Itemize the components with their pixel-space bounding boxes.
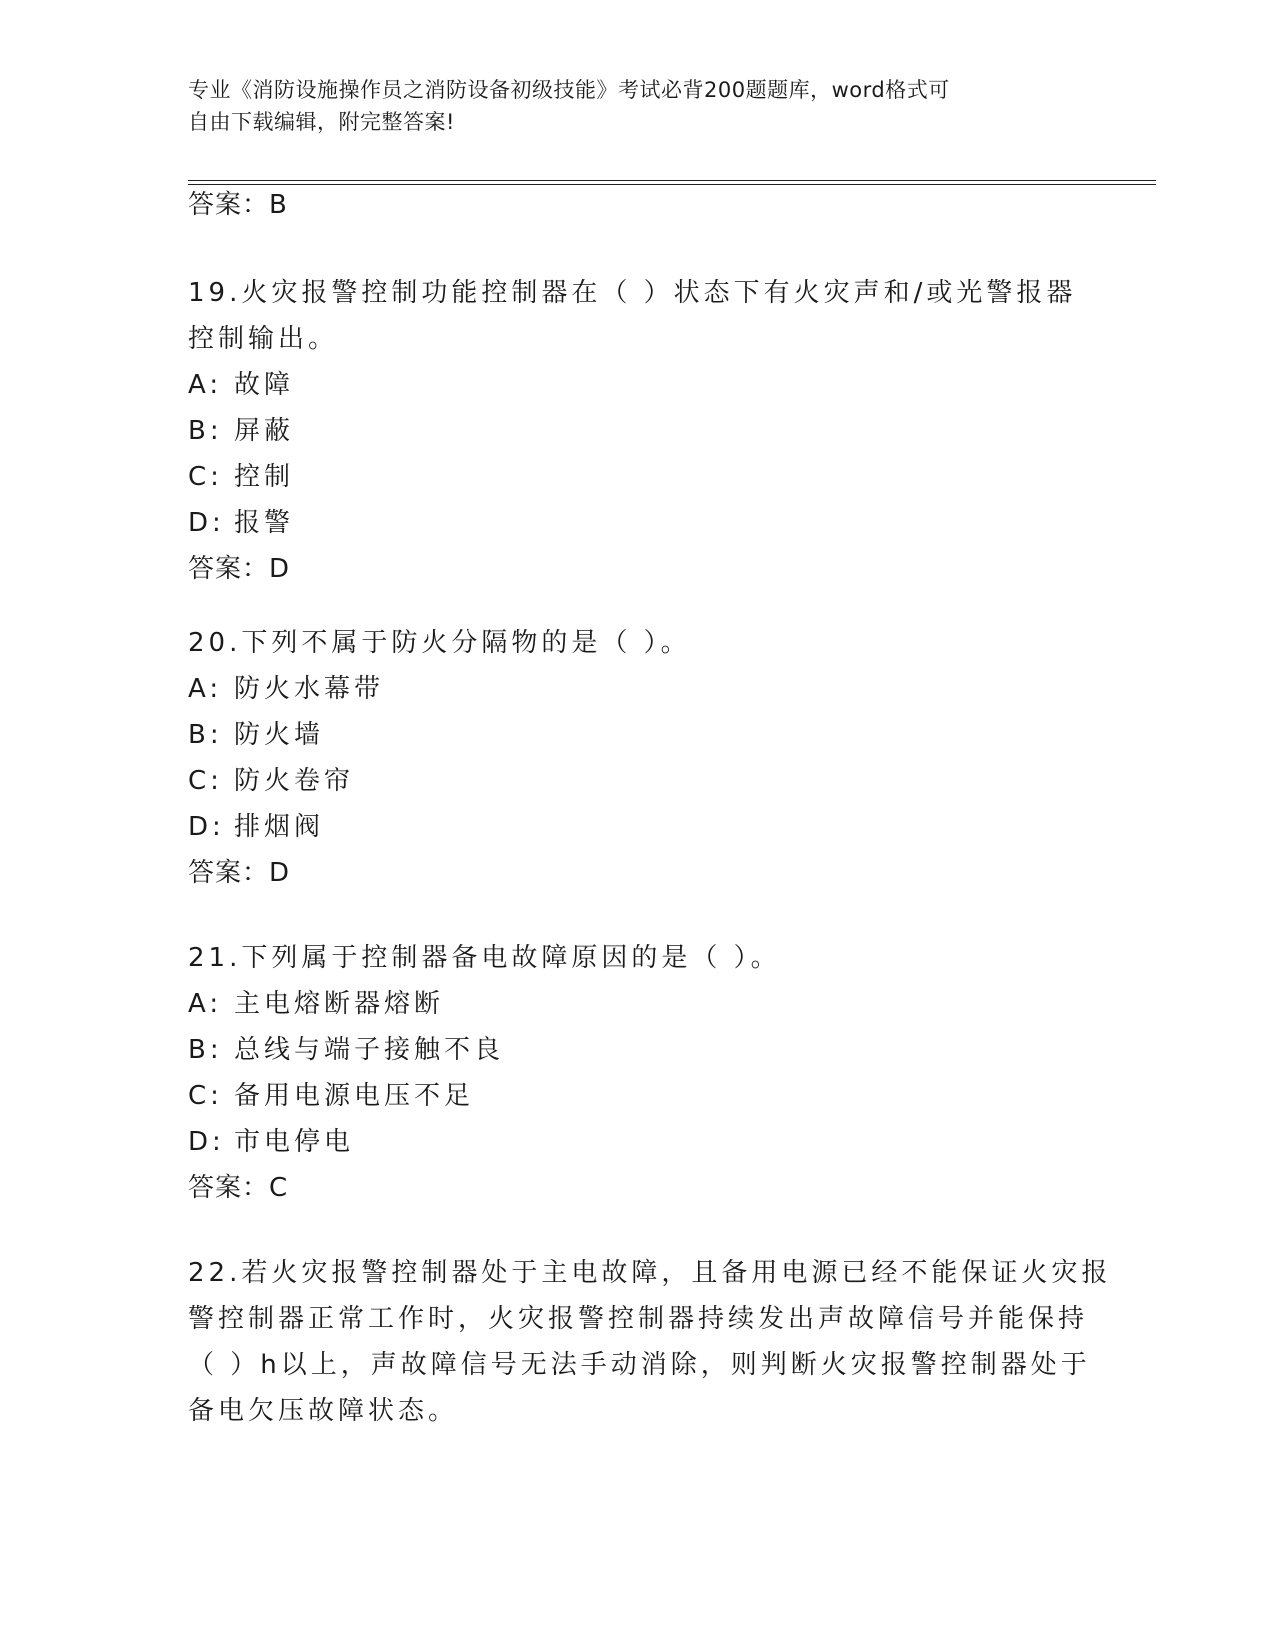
header-line-2: 自由下载编辑，附完整答案! — [188, 110, 455, 134]
question-text-continued: 备电欠压故障状态。 — [188, 1396, 459, 1426]
question-text-continued: 控制输出。 — [188, 324, 339, 354]
answer-label: 答案：D — [188, 554, 291, 584]
option-c: C: 控制 — [188, 462, 295, 492]
question-text: 21.下列属于控制器备电故障原因的是（ ）。 — [188, 943, 781, 973]
option-b: B: 总线与端子接触不良 — [188, 1035, 505, 1065]
option-a: A: 主电熔断器熔断 — [188, 989, 445, 1019]
document-header — [188, 74, 1088, 138]
header-divider-top — [188, 180, 1156, 181]
question-text: 19.火灾报警控制功能控制器在（ ）状态下有火灾声和/或光警报器 — [188, 278, 1077, 308]
question-text: 22.若火灾报警控制器处于主电故障，且备用电源已经不能保证火灾报 — [188, 1258, 1112, 1288]
answer-label: 答案：B — [188, 190, 288, 220]
option-a: A: 故障 — [188, 370, 295, 400]
option-b: B: 屏蔽 — [188, 416, 295, 446]
option-a: A: 防火水幕带 — [188, 674, 385, 704]
option-c: C: 防火卷帘 — [188, 766, 355, 796]
option-c: C: 备用电源电压不足 — [188, 1081, 475, 1111]
question-20 — [188, 620, 1088, 896]
question-22 — [188, 1250, 1112, 1434]
answer-label: 答案：C — [188, 1173, 289, 1203]
answer-label: 答案：D — [188, 858, 291, 888]
question-text-continued: （ ）h以上，声故障信号无法手动消除，则判断火灾报警控制器处于 — [188, 1350, 1091, 1380]
header-line-1: 专业《消防设施操作员之消防设备初级技能》考试必背200题题库，word格式可 — [188, 78, 950, 102]
question-text: 20.下列不属于防火分隔物的是（ ）。 — [188, 628, 691, 658]
option-b: B: 防火墙 — [188, 720, 325, 750]
previous-answer-block — [188, 182, 1088, 228]
question-21 — [188, 935, 1088, 1211]
option-d: D: 市电停电 — [188, 1127, 355, 1157]
question-19 — [188, 270, 1088, 592]
option-d: D: 报警 — [188, 508, 295, 538]
question-text-continued: 警控制器正常工作时，火灾报警控制器持续发出声故障信号并能保持 — [188, 1304, 1089, 1334]
option-d: D: 排烟阀 — [188, 812, 325, 842]
